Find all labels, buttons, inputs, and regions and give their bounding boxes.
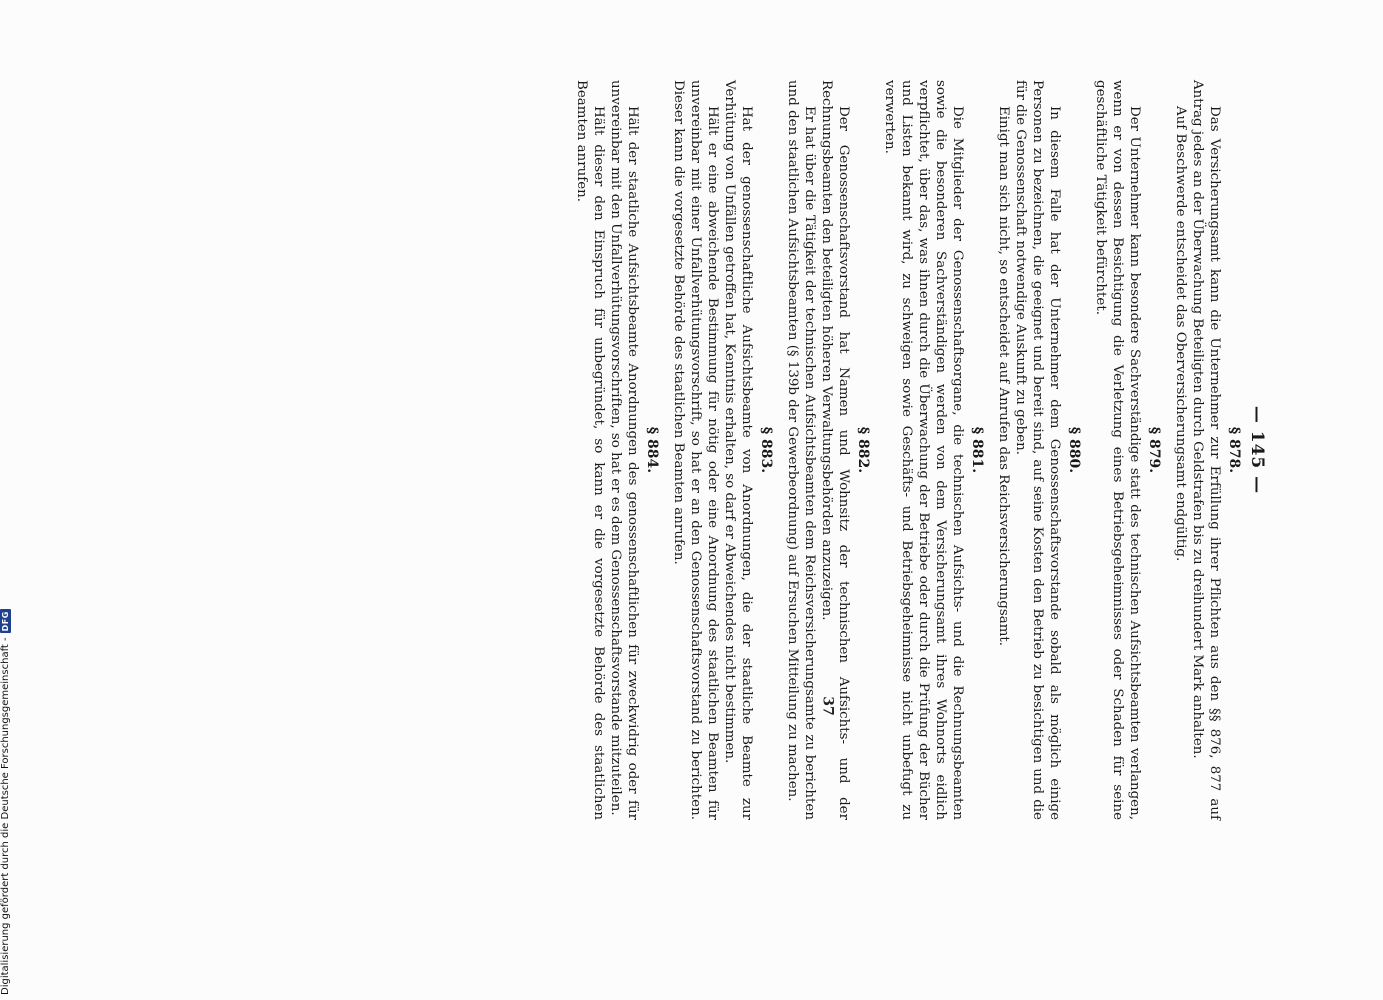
section-878 — [1172, 80, 1242, 820]
page-number: — 145 — — [1247, 405, 1267, 495]
section-heading: § 879. — [1146, 426, 1162, 474]
paragraph: Das Versicherungsamt kann die Unternehmer zur Erfüllung ihrer Pflichten aus den §§ 876, 877 auf Antrag jedes an der Überwachung Beteiligten durch Geldstrafen bis zu dreihundert Mark anhalten. — [1190, 80, 1222, 820]
text-column — [145, 80, 1265, 820]
section-heading: § 878. — [1226, 426, 1242, 474]
paragraph: Die Mitglieder der Genossenschaftsorgane, die technischen Aufsichts- und die Rechnungsbeamten sowie die besonderen Sachverständigen werden von dem Versicherungsamt ihres Wohnorts eidlich verpflichtet, über das, was ihnen durch die Überwachung der Betriebe oder durch die Prüfung der Bücher und Listen bekannt wird, zu schweigen sowie Geschäfts- und Betriebsgeheimnisse nicht unbefugt zu verwerten. — [882, 80, 965, 820]
digitization-credit — [0, 575, 11, 995]
section-heading: § 880. — [1066, 426, 1082, 474]
section-880 — [995, 80, 1082, 820]
credit-text: Digitalisierung gefördert durch die Deutsche Forschungsgemeinschaft - — [0, 637, 11, 995]
paragraph: Einigt man sich nicht, so entscheidet auf Anrufen das Reichsversicherungsamt. — [996, 106, 1011, 647]
section-heading: § 883. — [758, 426, 774, 474]
paragraph: Der Genossenschaftsvorstand hat Namen und Wohnsitz der technischen Aufsichts- und der Rechnungsbeamten den beteiligten höheren Verwaltungsbehörden anzuzeigen. — [819, 80, 851, 820]
paragraph: Hält er eine abweichende Bestimmung für nötig oder eine Anordnung des staatlichen Beamten für unvereinbar mit einer Unfallverhütungsvorschrift, so hat er an den Genossenschaftsvorstand zu berichten. Dieser kann die vorgesetzte Behörde des staatlichen Beamten anrufen. — [671, 80, 720, 820]
paragraph: Hält der staatliche Aufsichtsbeamte Anordnungen des genossenschaftlichen für zweckwidrig oder für unvereinbar mit den Unfallverhütungsvorschriften, so hat er es dem Genossenschaftsvorstande mitzuteilen. — [608, 80, 640, 820]
paragraph: Hat der genossenschaftliche Aufsichtsbeamte von Anordnungen, die der staatliche Beamte zur Verhütung von Unfällen getroffen hat, Kenntnis erhalten, so darf er Abweichendes nicht bestimmen. — [722, 80, 754, 820]
paragraph: Auf Beschwerde entscheidet das Oberversicherungsamt endgültig. — [1173, 106, 1188, 562]
section-883 — [670, 80, 774, 820]
section-881 — [881, 80, 985, 820]
section-heading: § 881. — [969, 426, 985, 474]
dfg-logo-icon: DFG — [1, 611, 10, 632]
paragraph: In diesem Falle hat der Unternehmer dem Genossenschaftsvorstande sobald als möglich einige Personen zu bezeichnen, die geeignet und bereit sind, auf seine Kosten den Betrieb zu besichtigen und die für die Genossenschaft notwendige Auskunft zu geben. — [1013, 80, 1062, 820]
section-879 — [1092, 80, 1162, 820]
section-884 — [573, 80, 660, 820]
paragraph: Er hat über die Tätigkeit der technischen Aufsichtsbeamten dem Reichsversicherungsamte zu berichten und den staatlichen Aufsichtsbeamten (§ 139b der Gewerbeordnung) auf Ersuchen Mitteilung zu machen. — [785, 80, 817, 820]
paragraph: Der Unternehmer kann besondere Sachverständige statt des technischen Aufsichtsbeamten verlangen, wenn er von dessen Besichtigung die Verletzung eines Betriebsgeheimnisses oder Schaden für seine geschäftliche Tätigkeit befürchtet. — [1093, 80, 1142, 820]
signature-mark: 37 — [819, 696, 836, 716]
paragraph: Hält dieser den Einspruch für unbegründet, so kann er die vorgesetzte Behörde des staatlichen Beamten anrufen. — [574, 80, 606, 820]
section-heading: § 882. — [855, 426, 871, 474]
section-heading: § 884. — [644, 426, 660, 474]
